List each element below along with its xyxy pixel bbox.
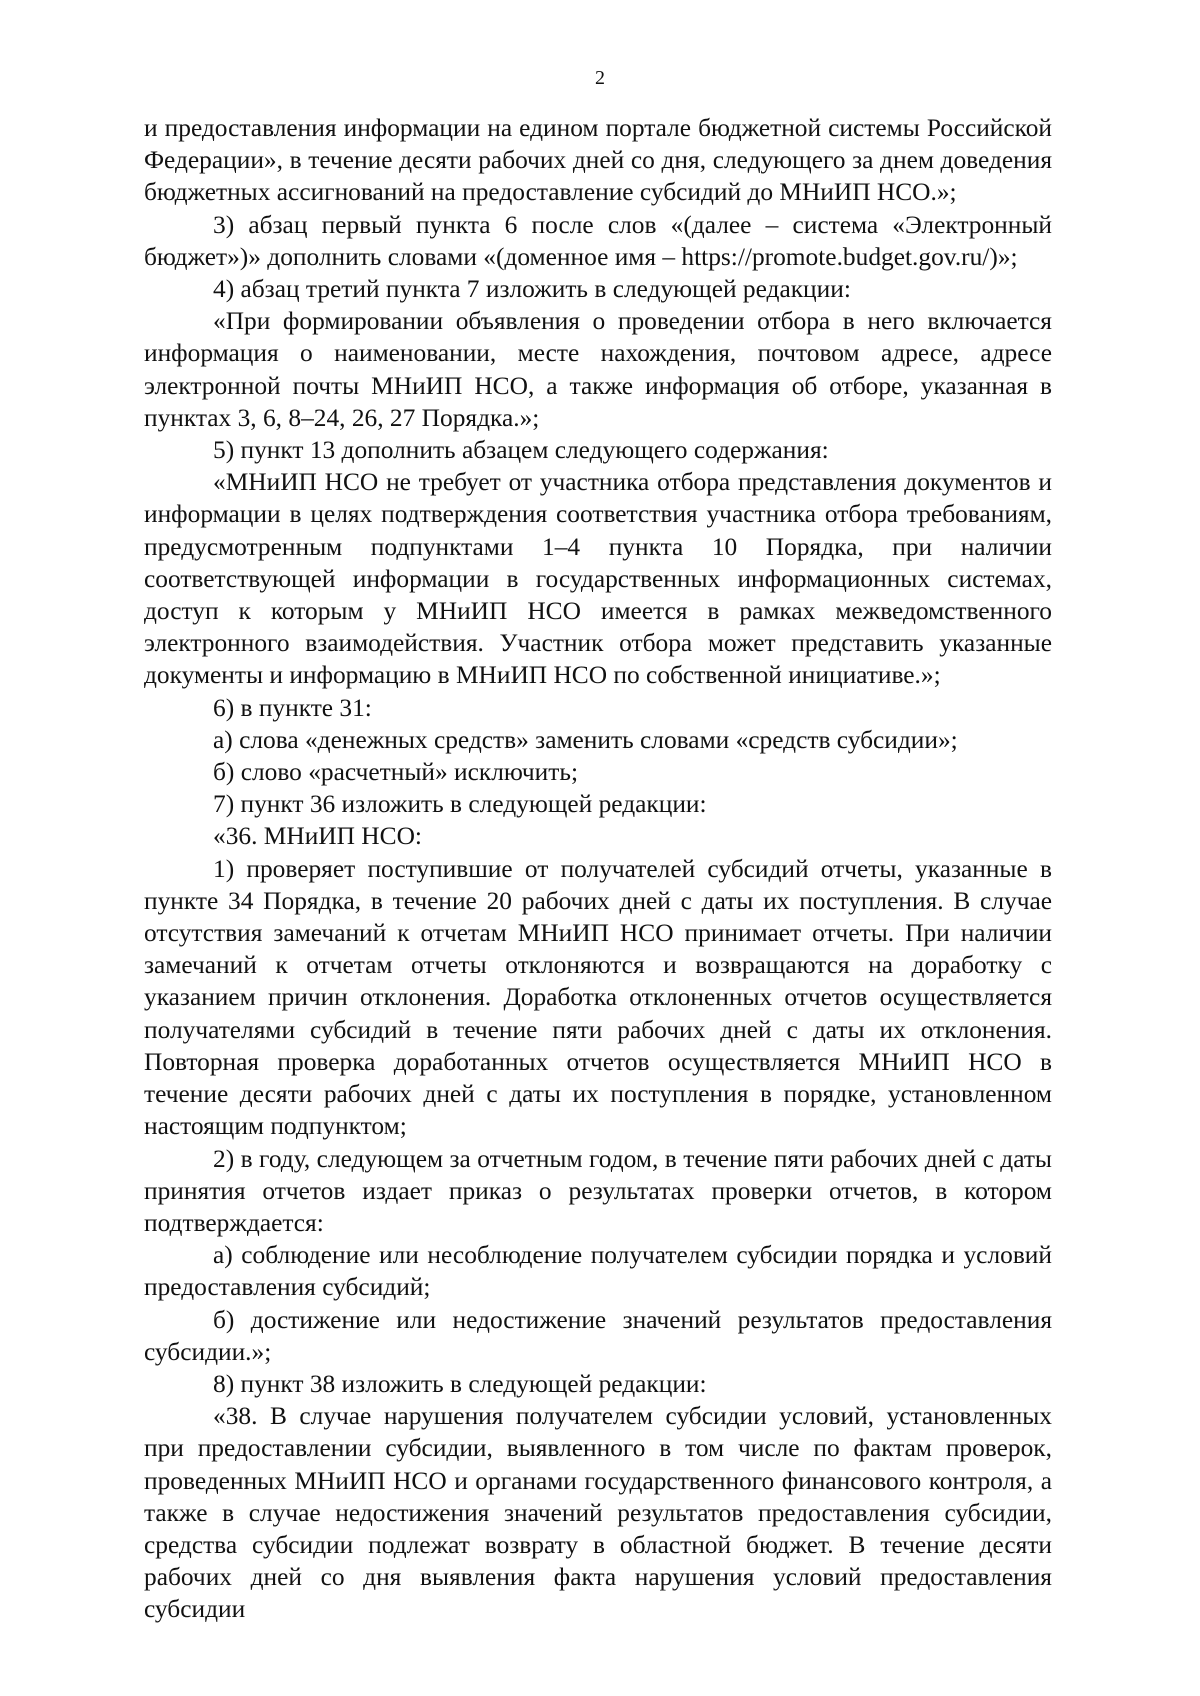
paragraph-item-36-2a: а) соблюдение или несоблюдение получателем субсидии порядка и условий предоставления субсидий;: [144, 1241, 1052, 1302]
page-number: 2: [595, 67, 605, 89]
paragraph-item-36-heading: «36. МНиИП НСО:: [213, 822, 422, 851]
paragraph-item-4: 4) абзац третий пункта 7 изложить в следующей редакции:: [213, 275, 851, 304]
paragraph-item-36-1: 1) проверяет поступившие от получателей субсидий отчеты, указанные в пункте 34 Порядка, в течение 20 рабочих дней с даты их поступления. В случае отсутствия замечаний к отчетам МНиИП НСО принимает отчеты. При наличии замечаний к отчетам отчеты отклоняются и возвращаются на доработку с указанием причин отклонения. Доработка отклоненных отчетов осуществляется получателями субсидий в течение пяти рабочих дней с даты их отклонения. Повторная проверка доработанных отчетов осуществляется МНиИП НСО в течение десяти рабочих дней с даты их поступления в порядке, установленном настоящим подпунктом;: [144, 854, 1052, 1141]
paragraph-item-6: 6) в пункте 31:: [213, 693, 372, 722]
paragraph-item-8: 8) пункт 38 изложить в следующей редакции:: [213, 1369, 707, 1398]
paragraph-continuation: и предоставления информации на едином портале бюджетной системы Российской Федерации», в течение десяти рабочих дней со дня, следующего за днем доведения бюджетных ассигнований на предоставление субсидий до МНиИП НСО.»;: [144, 114, 1052, 207]
paragraph-item-3: 3) абзац первый пункта 6 после слов «(далее – система «Электронный бюджет»)» дополнить словами «(доменное имя – https://promote.budget.gov.ru/)»;: [144, 210, 1052, 271]
paragraph-item-7: 7) пункт 36 изложить в следующей редакции:: [213, 790, 707, 819]
paragraph-item-5: 5) пункт 13 дополнить абзацем следующего содержания:: [213, 436, 829, 465]
paragraph-item-38-quote: «38. В случае нарушения получателем субсидии условий, установленных при предоставлении субсидии, выявленного в том числе по фактам проверок, проведенных МНиИП НСО и органами государственного финансового контроля, а также в случае недостижения значений результатов предоставления субсидии, средства субсидии подлежат возврату в областной бюджет. В течение десяти рабочих дней со дня выявления факта нарушения условий предоставления субсидии: [144, 1402, 1052, 1624]
paragraph-item-6a: а) слова «денежных средств» заменить словами «средств субсидии»;: [213, 725, 958, 754]
paragraph-item-5-quote: «МНиИП НСО не требует от участника отбора представления документов и информации в целях подтверждения соответствия участника отбора требованиям, предусмотренным подпунктами 1–4 пункта 10 Порядка, при наличии соответствующей информации в государственных информационных системах, доступ к которым у МНиИП НСО имеется в рамках межведомственного электронного взаимодействия. Участник отбора может представить указанные документы и информацию в МНиИП НСО по собственной инициативе.»;: [144, 468, 1052, 690]
paragraph-item-36-2: 2) в году, следующем за отчетным годом, в течение пяти рабочих дней с даты принятия отчетов издает приказ о результатах проверки отчетов, в котором подтверждается:: [144, 1144, 1052, 1237]
paragraph-item-6b: б) слово «расчетный» исключить;: [213, 758, 579, 787]
paragraph-item-4-quote: «При формировании объявления о проведении отбора в него включается информация о наименовании, месте нахождения, почтовом адресе, адресе электронной почты МНиИП НСО, а также информация об отборе, указанная в пунктах 3, 6, 8–24, 26, 27 Порядка.»;: [144, 307, 1052, 432]
document-body: [144, 112, 1052, 1626]
paragraph-item-36-2b: б) достижение или недостижение значений результатов предоставления субсидии.»;: [144, 1305, 1052, 1366]
